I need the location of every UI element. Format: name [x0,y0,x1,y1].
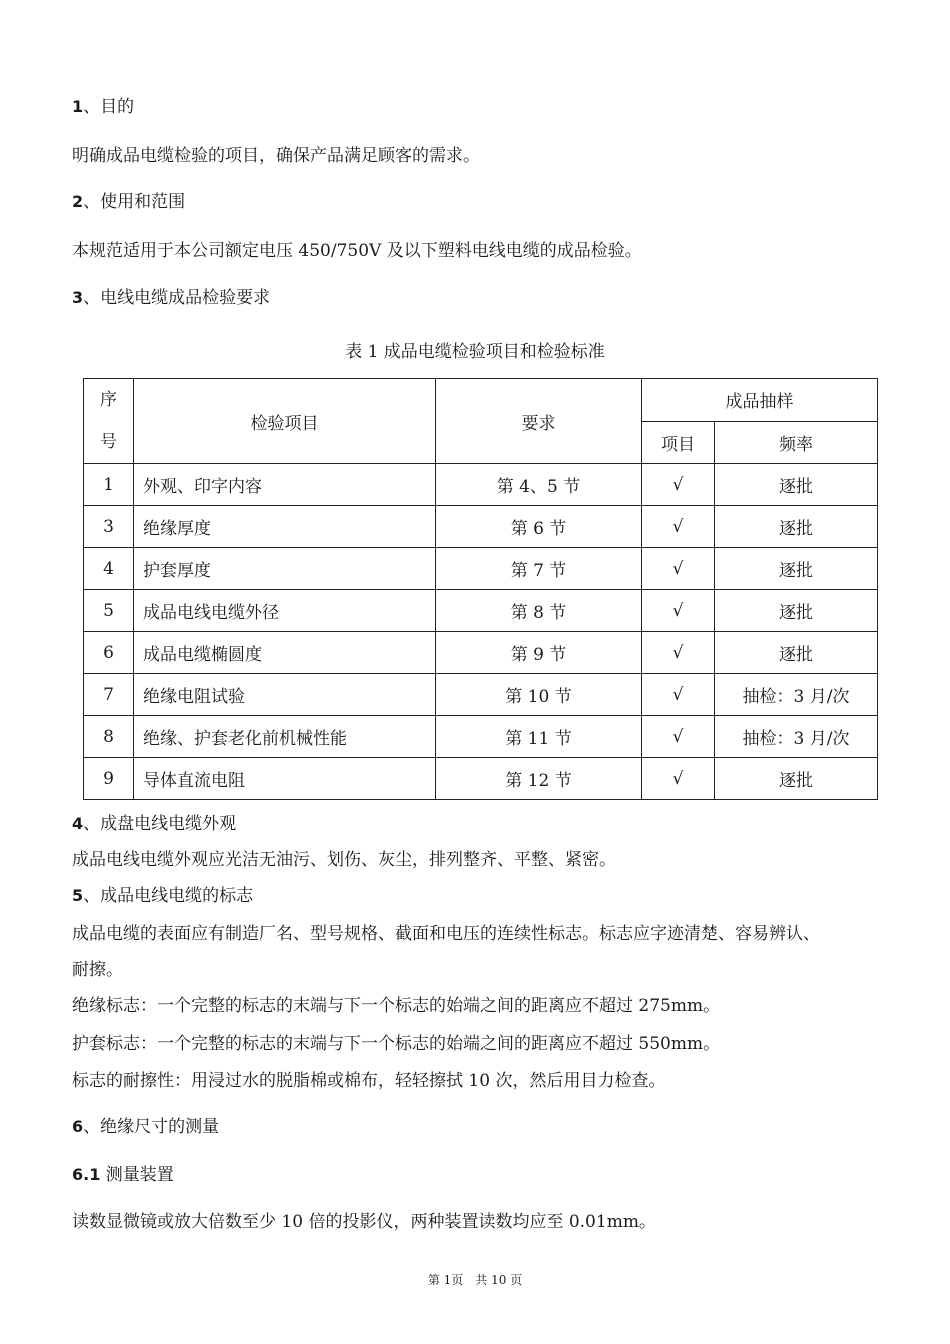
cell-seq: 1 [84,464,134,506]
cell-item: 导体直流电阻 [134,758,436,800]
heading-number: 4 [72,814,84,833]
cell-item: 绝缘厚度 [134,506,436,548]
heading-insulation-measurement [72,1117,219,1137]
heading-text: 、电线电缆成品检验要求 [83,288,271,308]
cell-requirement: 第 4、5 节 [436,464,642,506]
cell-seq: 8 [84,716,134,758]
heading-text: 、目的 [83,97,135,117]
table-row [84,590,878,632]
paragraph-marking-durability: 标志的耐擦性：用浸过水的脱脂棉或棉布，轻轻擦拭 10 次，然后用目力检查。 [72,1071,666,1091]
heading-number: 5 [72,886,84,905]
cell-frequency: 逐批 [715,590,878,632]
heading-purpose [72,97,134,117]
table-row [84,758,878,800]
cell-frequency: 抽检：3 月/次 [715,674,878,716]
cell-check: √ [642,674,715,716]
heading-number: 6.1 [72,1165,101,1184]
cell-item: 绝缘、护套老化前机械性能 [134,716,436,758]
cell-seq: 7 [84,674,134,716]
cell-check: √ [642,464,715,506]
cell-requirement: 第 10 节 [436,674,642,716]
heading-scope [72,192,185,212]
table-row [84,674,878,716]
table-row [84,506,878,548]
paragraph-insulation-marking: 绝缘标志：一个完整的标志的末端与下一个标志的始端之间的距离应不超过 275mm。 [72,996,721,1016]
cell-frequency: 抽检：3 月/次 [715,716,878,758]
heading-marking [72,886,253,906]
cell-requirement: 第 9 节 [436,632,642,674]
heading-inspection-requirements [72,288,270,308]
table-row [84,716,878,758]
cell-check: √ [642,506,715,548]
cell-seq: 9 [84,758,134,800]
heading-measuring-device [72,1165,174,1185]
heading-text: 、使用和范围 [83,192,186,212]
inspection-table [83,378,878,800]
table-row [84,632,878,674]
heading-number: 1 [72,97,84,116]
cell-seq: 3 [84,506,134,548]
paragraph-appearance: 成品电线电缆外观应光洁无油污、划伤、灰尘，排列整齐、平整、紧密。 [72,850,616,870]
cell-check: √ [642,590,715,632]
cell-requirement: 第 11 节 [436,716,642,758]
cell-requirement: 第 6 节 [436,506,642,548]
heading-text: 、成品电线电缆的标志 [83,886,254,906]
paragraph-marking-1: 成品电缆的表面应有制造厂名、型号规格、截面和电压的连续性标志。标志应字迹清楚、容易辨认、 [72,924,820,944]
cell-frequency: 逐批 [715,506,878,548]
cell-seq: 4 [84,548,134,590]
heading-text: 测量装置 [100,1165,174,1185]
paragraph-purpose: 明确成品电缆检验的项目，确保产品满足顾客的需求。 [72,146,480,166]
cell-requirement: 第 8 节 [436,590,642,632]
paragraph-scope: 本规范适用于本公司额定电压 450/750V 及以下塑料电线电缆的成品检验。 [72,241,642,261]
cell-check: √ [642,548,715,590]
header-frequency: 频率 [715,421,878,464]
heading-text: 、成盘电线电缆外观 [83,814,237,834]
cell-frequency: 逐批 [715,548,878,590]
header-requirement: 要求 [436,379,642,464]
cell-seq: 5 [84,590,134,632]
table-row [84,464,878,506]
header-sample-item: 项目 [642,421,715,464]
paragraph-measuring-device: 读数显微镜或放大倍数至少 10 倍的投影仪，两种装置读数均应至 0.01mm。 [72,1212,656,1232]
cell-requirement: 第 7 节 [436,548,642,590]
cell-item: 成品电缆椭圆度 [134,632,436,674]
cell-item: 成品电线电缆外径 [134,590,436,632]
heading-number: 3 [72,288,84,307]
cell-check: √ [642,632,715,674]
paragraph-sheath-marking: 护套标志：一个完整的标志的末端与下一个标志的始端之间的距离应不超过 550mm。 [72,1034,721,1054]
cell-item: 绝缘电阻试验 [134,674,436,716]
cell-frequency: 逐批 [715,464,878,506]
heading-number: 6 [72,1117,84,1136]
cell-seq: 6 [84,632,134,674]
header-item: 检验项目 [134,379,436,464]
cell-requirement: 第 12 节 [436,758,642,800]
paragraph-marking-2: 耐擦。 [72,960,123,980]
table-caption: 表 1 成品电缆检验项目和检验标准 [345,342,605,362]
heading-appearance [72,814,236,834]
cell-check: √ [642,758,715,800]
header-sampling: 成品抽样 [642,379,878,422]
cell-check: √ [642,716,715,758]
heading-text: 、绝缘尺寸的测量 [83,1117,220,1137]
heading-number: 2 [72,192,84,211]
header-seq: 序 号 [84,379,134,464]
page-footer: 第 1页 共 10 页 [427,1273,523,1287]
cell-item: 外观、印字内容 [134,464,436,506]
table-row [84,548,878,590]
cell-frequency: 逐批 [715,632,878,674]
cell-frequency: 逐批 [715,758,878,800]
cell-item: 护套厚度 [134,548,436,590]
